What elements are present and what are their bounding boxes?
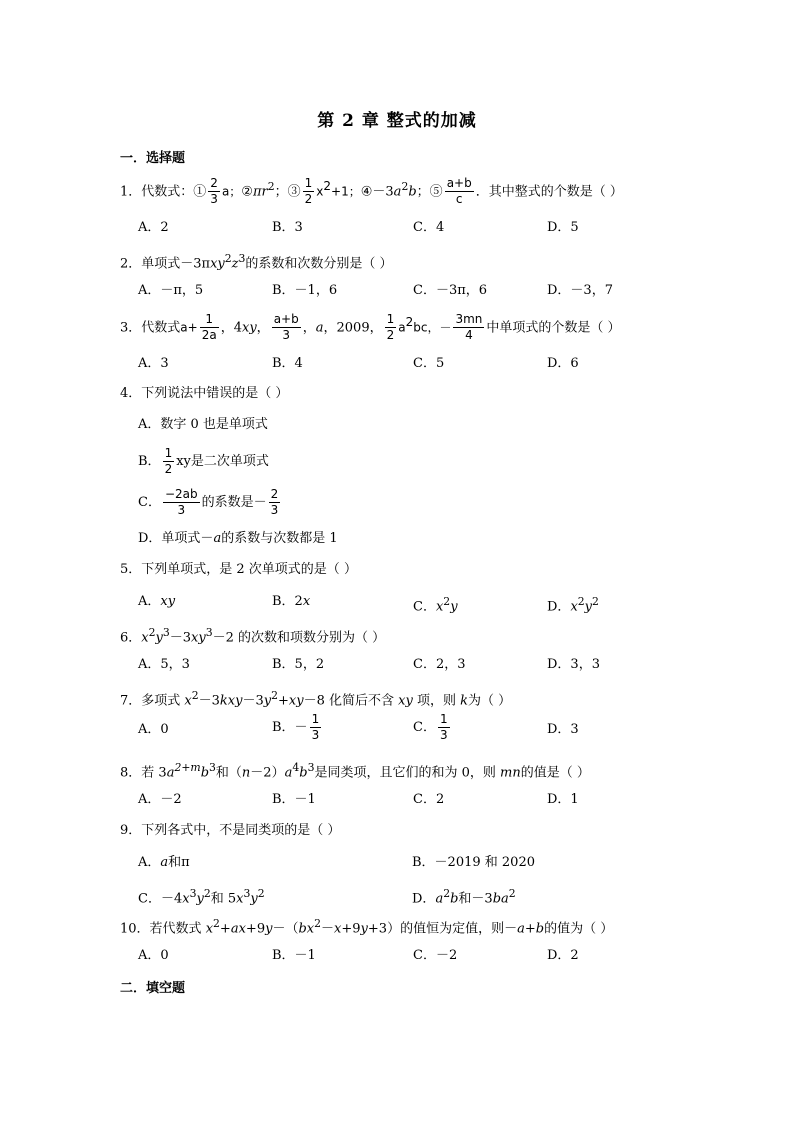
question-9: 9．下列各式中，不是同类项的是（ ） <box>120 823 341 838</box>
fraction: $\frac{1}{3}$ <box>311 712 320 742</box>
option-c[interactable]: C．2，3 <box>413 657 466 672</box>
options-q10 <box>120 946 760 970</box>
option-b[interactable]: B．4 <box>272 356 303 371</box>
option-d[interactable]: D．$x^2y^2$ <box>547 595 599 615</box>
option-c[interactable]: C．5 <box>413 356 445 371</box>
option-b[interactable]: B．－ $\frac{1}{3}$ <box>272 712 320 742</box>
option-d[interactable]: D．3，3 <box>547 657 600 672</box>
option-c[interactable]: C．$-4x^3y^2$和 $5x^3y^2$ <box>138 887 265 907</box>
option-d[interactable]: D．单项式－a的系数与次数都是 1 <box>138 531 338 546</box>
question-7: 7．多项式 $x^2-3kxy-3y^2+xy-8$ 化简后不含 xy 项，则 k为（ ） <box>120 689 512 709</box>
fraction: $\frac{2}{3}$ <box>270 487 279 517</box>
option-b[interactable]: B．－1 <box>272 792 316 807</box>
fraction: $\frac{1}{2}$ <box>386 312 395 343</box>
option-d[interactable]: D．5 <box>547 220 579 235</box>
option-a[interactable]: A．－2 <box>138 792 182 807</box>
fraction: $\frac{1}{2}$ <box>164 446 173 476</box>
fraction: $\frac{3mn}{4}$ <box>455 312 483 343</box>
options-q5 <box>120 592 760 616</box>
question-3: 3．代数式a+ $\frac{1}{2a}$ ，4xy， $\frac{a+b}{3}$ ，a，2009， $\frac{1}{2}$ $a^2bc$，－ $\frac{3mn}{4}$ 中单项式的个数是（ ） <box>120 312 621 343</box>
options-q2 <box>120 281 760 305</box>
question-10: 10．若代数式 $x^2+ax+9y-(bx^2-x+9y+3)$的值恒为定值，则－a+b的值为（ ） <box>120 917 614 937</box>
question-6: 6．$x^2y^3-3xy^3-2$ 的次数和项数分别为（ ） <box>120 626 386 646</box>
option-a[interactable]: A．3 <box>138 356 169 371</box>
option-c[interactable]: C．4 <box>413 220 445 235</box>
fraction: $\frac{1}{2}$ <box>304 176 313 207</box>
option-c[interactable]: C．－3π，6 <box>413 283 488 298</box>
section-heading-choice: 一．选择题 <box>120 151 186 166</box>
option-a[interactable]: A．－π，5 <box>138 283 204 298</box>
option-b[interactable]: B．2x <box>272 594 311 609</box>
option-d[interactable]: D．3 <box>547 722 579 737</box>
option-a[interactable]: A．xy <box>138 594 176 609</box>
question-4: 4．下列说法中错误的是（ ） <box>120 386 289 401</box>
option-b[interactable]: B．－1 <box>272 948 316 963</box>
option-a[interactable]: A．a和π <box>138 855 190 870</box>
options-q9-row2 <box>120 884 760 908</box>
option-d[interactable]: D．1 <box>547 792 579 807</box>
option-a[interactable]: A．5，3 <box>138 657 190 672</box>
options-q1 <box>120 218 760 242</box>
fraction: $\frac{1}{2a}$ <box>201 312 217 343</box>
option-c[interactable]: C．$x^2y$ <box>413 595 458 615</box>
option-a[interactable]: A．数字 0 也是单项式 <box>138 417 268 432</box>
options-q3 <box>120 354 760 378</box>
fraction: $\frac{-2ab}{3}$ <box>164 487 198 517</box>
option-b[interactable]: B．3 <box>272 220 303 235</box>
page-title: 第 2 章 整式的加减 <box>317 111 477 131</box>
question-2: 2．单项式$-3\pi xy^2z^3$的系数和次数分别是（ ） <box>120 252 393 272</box>
options-q8 <box>120 790 760 814</box>
options-q9-row1 <box>120 853 760 877</box>
fraction: $\frac{1}{3}$ <box>439 712 448 742</box>
option-d[interactable]: D．－3，7 <box>547 283 613 298</box>
option-a[interactable]: A．2 <box>138 220 169 235</box>
options-q7 <box>120 712 760 754</box>
fraction: $\frac{a+b}{c}$ <box>446 176 472 207</box>
option-b[interactable]: B．－1，6 <box>272 283 338 298</box>
options-q6 <box>120 655 760 679</box>
fraction: $\frac{a+b}{3}$ <box>273 312 299 343</box>
option-a[interactable]: A．0 <box>138 948 169 963</box>
question-8: 8．若 $3a^{2+m}b^3$和$(n-2)a^4b^3$是同类项，且它们的和为 0，则 mn的值是（ ） <box>120 761 590 781</box>
option-b[interactable]: B． $\frac{1}{2}$ xy是二次单项式 <box>138 446 269 476</box>
question-5: 5．下列单项式，是 2 次单项式的是（ ） <box>120 562 357 577</box>
option-c[interactable]: C．2 <box>413 792 445 807</box>
option-a[interactable]: A．0 <box>138 722 169 737</box>
section-heading-fill: 二．填空题 <box>120 981 186 996</box>
option-c[interactable]: C．－2 <box>413 948 458 963</box>
option-b[interactable]: B．5，2 <box>272 657 325 672</box>
option-d[interactable]: D．2 <box>547 948 579 963</box>
question-1: 1．代数式：① $\frac{2}{3}$ a；$②\pi r^2$；③ $\frac{1}{2}$ $x^2+1$；$④-3a^2b$；⑤ $\frac{a+b}{c}$ ．其中整式的个数是（ ） <box>120 176 623 207</box>
option-b[interactable]: B．－2019 和 2020 <box>412 855 535 870</box>
option-c[interactable]: C． $\frac{-2ab}{3}$ 的系数是－ $\frac{2}{3}$ <box>138 487 279 517</box>
fraction: $\frac{2}{3}$ <box>210 176 218 207</box>
option-d[interactable]: D．6 <box>547 356 579 371</box>
option-c[interactable]: C． $\frac{1}{3}$ <box>413 712 448 742</box>
option-d[interactable]: D．$a^2b$和$-3ba^2$ <box>412 887 516 907</box>
